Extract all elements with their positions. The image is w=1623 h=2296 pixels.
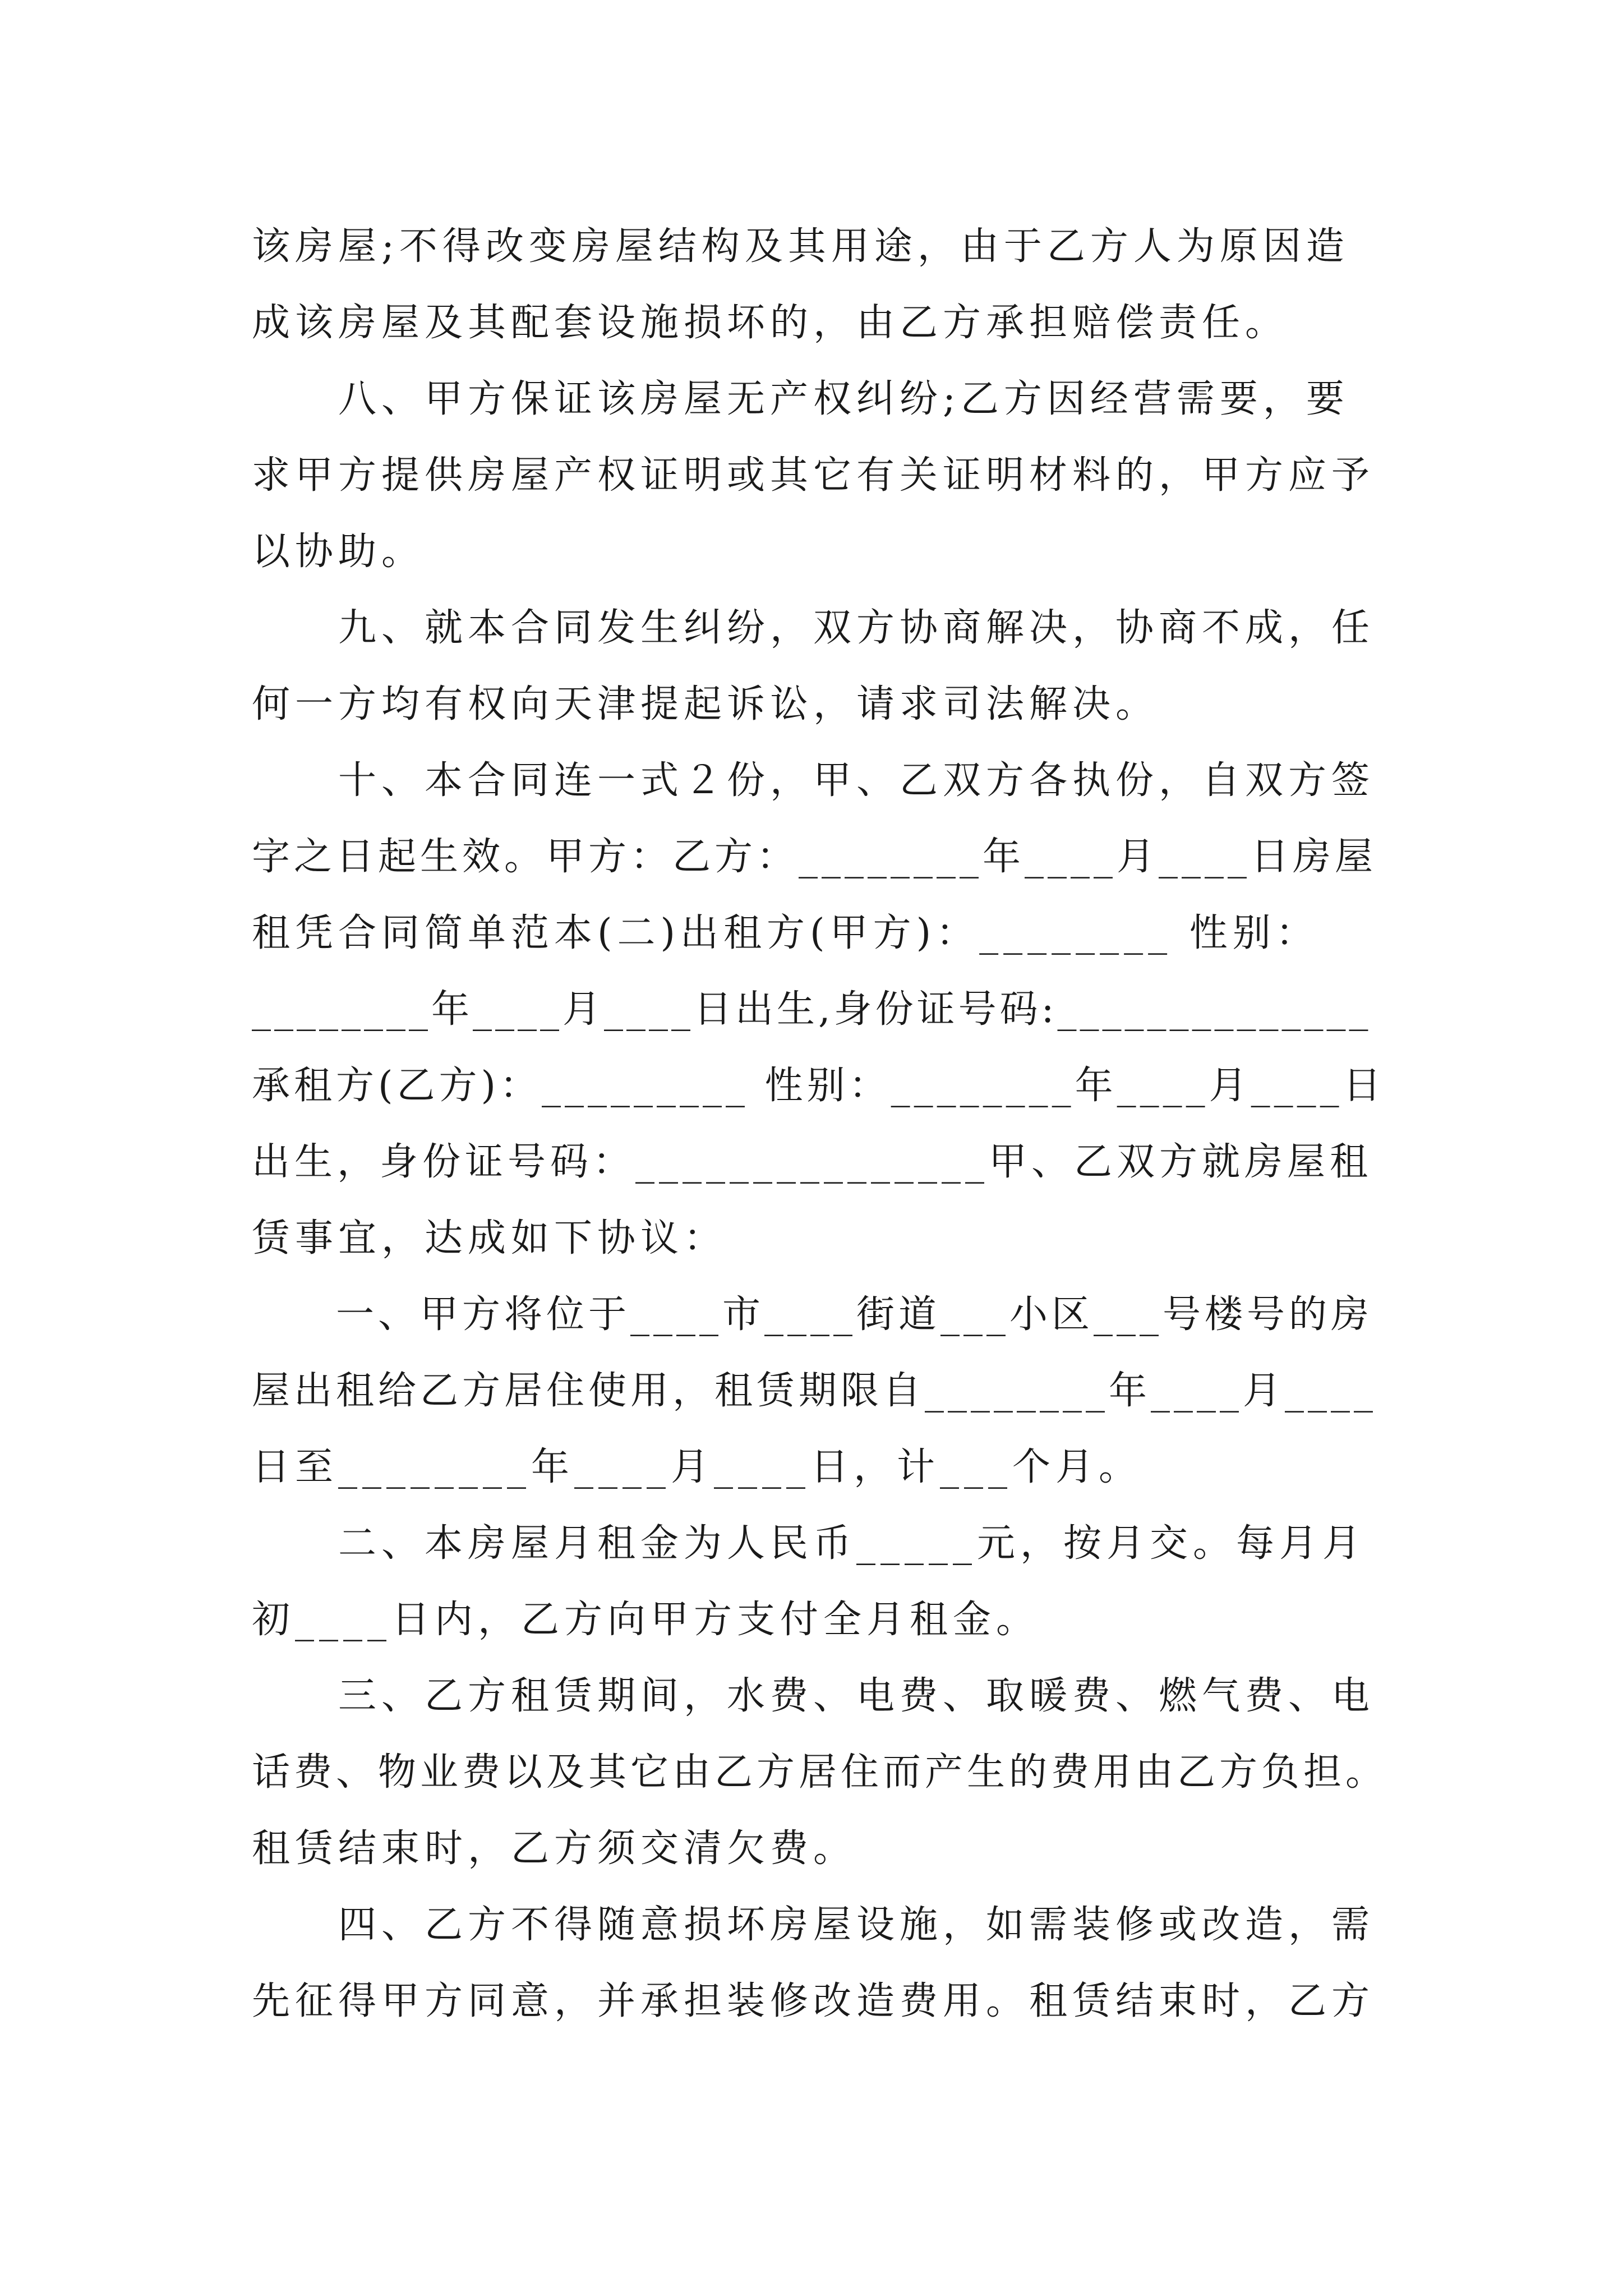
paragraph-line: 先征得甲方同意，并承担装修改造费用。租赁结束时，乙方 (252, 1979, 1375, 2023)
paragraph-line: 求甲方提供房屋产权证明或其它有关证明材料的，甲方应予 (252, 453, 1375, 498)
paragraph-line: 十、本合同连一式２份，甲、乙双方各执份，自双方签 (252, 758, 1375, 803)
paragraph-line: 何一方均有权向天津提起诉讼，请求司法解决。 (252, 682, 1159, 726)
paragraph-line: 日至________年____月____日，计___个月。 (252, 1445, 1142, 1489)
paragraph-line: 承租方(乙方)：_________ 性别：________年____月____日 (252, 1064, 1385, 1108)
paragraph-line: 九、就本合同发生纠纷，双方协商解决，协商不成，任 (252, 606, 1375, 650)
paragraph-line: 以协助。 (252, 530, 425, 574)
paragraph-line: 初____日内，乙方向甲方支付全月租金。 (252, 1598, 1040, 1642)
paragraph-line: 屋出租给乙方居住使用，租赁期限自________年____月____ (252, 1369, 1377, 1413)
paragraph-line: 三、乙方租赁期间，水费、电费、取暖费、燃气费、电 (252, 1674, 1375, 1718)
paragraph-line: 出生，身份证号码：_______________甲、乙双方就房屋租 (252, 1140, 1373, 1184)
paragraph-line: 八、甲方保证该房屋无产权纠纷;乙方因经营需要，要 (252, 377, 1349, 421)
paragraph-line: 租凭合同简单范本(二)出租方(甲方)：________ 性别： (252, 911, 1319, 955)
paragraph-line: ________年____月____日出生,身份证号码:______________ (252, 987, 1372, 1032)
paragraph-line: 成该房屋及其配套设施损坏的，由乙方承担赔偿责任。 (252, 301, 1289, 345)
paragraph-line: 一、甲方将位于____市____街道___小区___号楼号的房 (252, 1292, 1373, 1337)
paragraph-line: 二、本房屋月租金为人民币_____元，按月交。每月月 (252, 1521, 1366, 1566)
paragraph-line: 话费、物业费以及其它由乙方居住而产生的费用由乙方负担。 (252, 1750, 1388, 1795)
paragraph-line: 赁事宜，达成如下协议： (252, 1216, 727, 1260)
paragraph-line: 四、乙方不得随意损坏房屋设施，如需装修或改造，需 (252, 1903, 1375, 1947)
paragraph-line: 租赁结束时，乙方须交清欠费。 (252, 1826, 857, 1871)
paragraph-line: 该房屋;不得改变房屋结构及其用途，由于乙方人为原因造 (252, 224, 1349, 269)
paragraph-line: 字之日起生效。甲方：乙方：________年____月____日房屋 (252, 835, 1377, 879)
